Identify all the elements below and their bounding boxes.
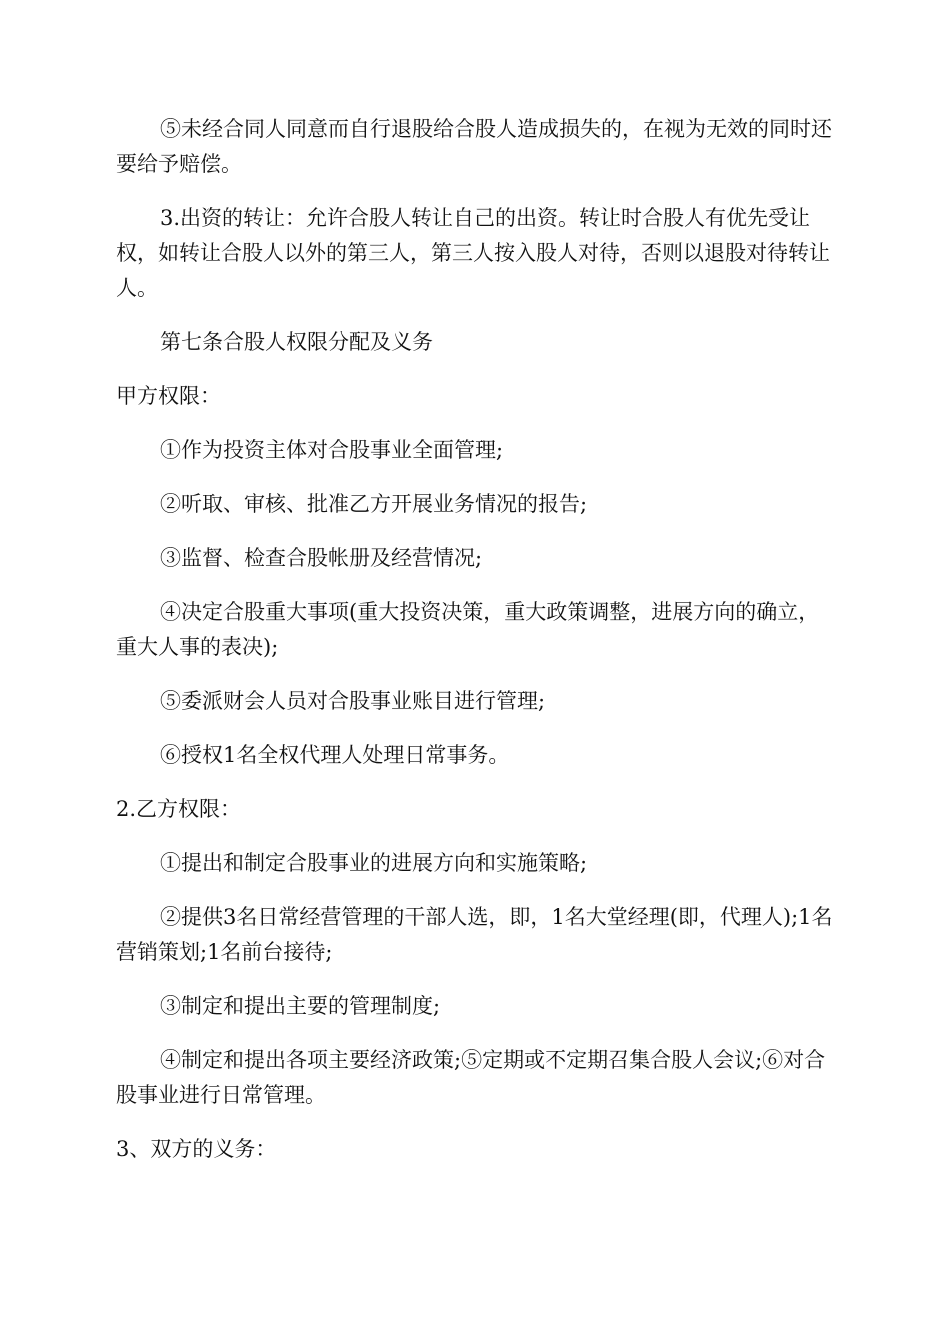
paragraph-capital-transfer: 3.出资的转让：允许合股人转让自己的出资。转让时合股人有优先受让权，如转让合股人以外的第三人，第三人按入股人对待，否则以退股对待转让人。 [116,206,830,300]
party-a-right-4: ④决定合股重大事项(重大投资决策，重大政策调整，进展方向的确立，重大人事的表决); [116,600,820,659]
party-a-right-2: ②听取、审核、批准乙方开展业务情况的报告; [160,492,588,516]
party-b-rights-heading: 2.乙方权限： [116,797,242,821]
mutual-obligations-heading: 3、双方的义务： [116,1137,277,1161]
party-b-right-3: ③制定和提出主要的管理制度; [160,994,441,1018]
document-body [116,112,836,1186]
article-seven-heading: 第七条合股人权限分配及义务 [160,330,433,354]
paragraph-withdrawal-compensation: ⑤未经合同人同意而自行退股给合股人造成损失的，在视为无效的同时还要给予赔偿。 [116,117,832,176]
party-b-right-2: ②提供3名日常经营管理的干部人选，即，1名大堂经理(即，代理人);1名营销策划;1名前台接待; [116,905,833,964]
party-a-right-5: ⑤委派财会人员对合股事业账目进行管理; [160,689,546,713]
party-a-rights-heading: 甲方权限： [116,384,221,408]
party-b-right-1: ①提出和制定合股事业的进展方向和实施策略; [160,851,588,875]
party-a-right-1: ①作为投资主体对合股事业全面管理; [160,438,504,462]
party-a-right-6: ⑥授权1名全权代理人处理日常事务。 [160,743,510,767]
party-b-right-4-6: ④制定和提出各项主要经济政策;⑤定期或不定期召集合股人会议;⑥对合股事业进行日常管理。 [116,1048,826,1107]
party-a-right-3: ③监督、检查合股帐册及经营情况; [160,546,483,570]
